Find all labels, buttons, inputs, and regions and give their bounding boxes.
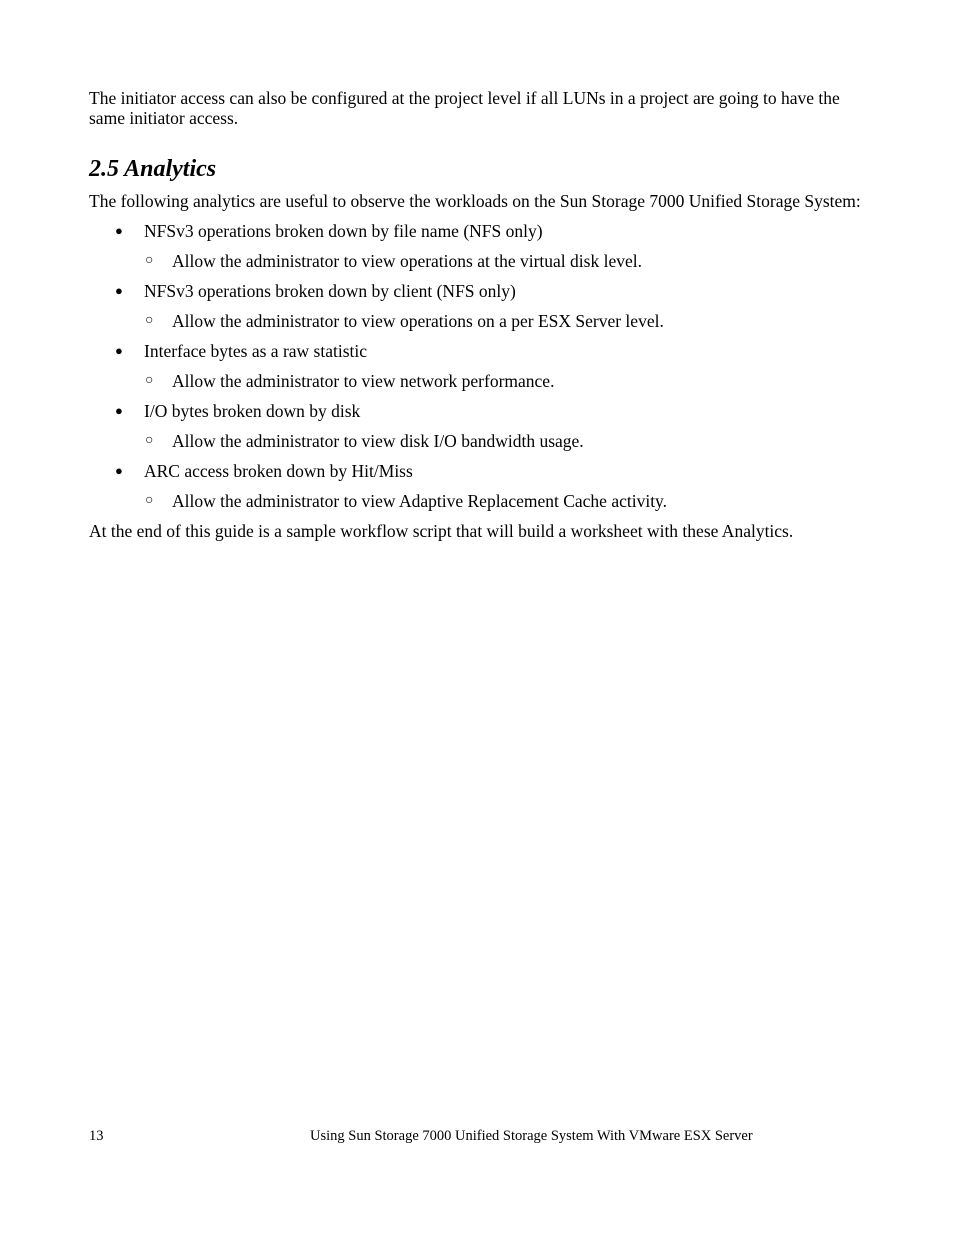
bullet-icon: ● bbox=[115, 463, 123, 478]
bullet-icon: ● bbox=[115, 223, 123, 238]
footer-page-number: 13 bbox=[89, 1128, 104, 1144]
bullet-text: NFSv3 operations broken down by file name (NFS only) bbox=[144, 221, 543, 241]
list-item bbox=[89, 461, 869, 511]
sub-bullet-icon: ○ bbox=[145, 433, 154, 448]
footer-document-title: Using Sun Storage 7000 Unified Storage System With VMware ESX Server bbox=[310, 1128, 753, 1144]
page-content bbox=[89, 88, 869, 541]
bullet-text: ARC access broken down by Hit/Miss bbox=[144, 461, 413, 481]
list-item bbox=[89, 281, 869, 331]
section-heading: 2.5 Analytics bbox=[89, 156, 217, 182]
bullet-text: I/O bytes broken down by disk bbox=[144, 401, 361, 421]
list-item bbox=[89, 221, 869, 271]
sub-bullet-text: Allow the administrator to view operations on a per ESX Server level. bbox=[172, 311, 664, 331]
sub-bullet-item bbox=[89, 371, 869, 391]
intro-paragraph: The initiator access can also be configured at the project level if all LUNs in a project are going to have the same initiator access. bbox=[89, 88, 840, 128]
bullet-item bbox=[89, 281, 869, 301]
section-lead-paragraph: The following analytics are useful to observe the workloads on the Sun Storage 7000 Unified Storage System: bbox=[89, 191, 861, 211]
bullet-text: Interface bytes as a raw statistic bbox=[144, 341, 368, 361]
list-item bbox=[89, 341, 869, 391]
sub-bullet-icon: ○ bbox=[145, 253, 154, 268]
bullet-item bbox=[89, 221, 869, 241]
sub-bullet-text: Allow the administrator to view disk I/O bandwidth usage. bbox=[172, 431, 584, 451]
bullet-item bbox=[89, 341, 869, 361]
bullet-icon: ● bbox=[115, 283, 123, 298]
bullet-text: NFSv3 operations broken down by client (NFS only) bbox=[144, 281, 516, 301]
sub-bullet-text: Allow the administrator to view Adaptive Replacement Cache activity. bbox=[172, 491, 668, 511]
sub-bullet-item bbox=[89, 431, 869, 451]
sub-bullet-item bbox=[89, 251, 869, 271]
bullet-icon: ● bbox=[115, 343, 123, 358]
bullet-item bbox=[89, 461, 869, 481]
closing-paragraph: At the end of this guide is a sample workflow script that will build a worksheet with these Analytics. bbox=[89, 521, 794, 541]
bullet-icon: ● bbox=[115, 403, 123, 418]
sub-bullet-text: Allow the administrator to view operations at the virtual disk level. bbox=[172, 251, 642, 271]
list-item bbox=[89, 401, 869, 451]
sub-bullet-icon: ○ bbox=[145, 493, 154, 508]
analytics-list bbox=[89, 221, 869, 511]
sub-bullet-icon: ○ bbox=[145, 373, 154, 388]
sub-bullet-item bbox=[89, 311, 869, 331]
sub-bullet-text: Allow the administrator to view network performance. bbox=[172, 371, 555, 391]
bullet-item bbox=[89, 401, 869, 421]
sub-bullet-icon: ○ bbox=[145, 313, 154, 328]
sub-bullet-item bbox=[89, 491, 869, 511]
